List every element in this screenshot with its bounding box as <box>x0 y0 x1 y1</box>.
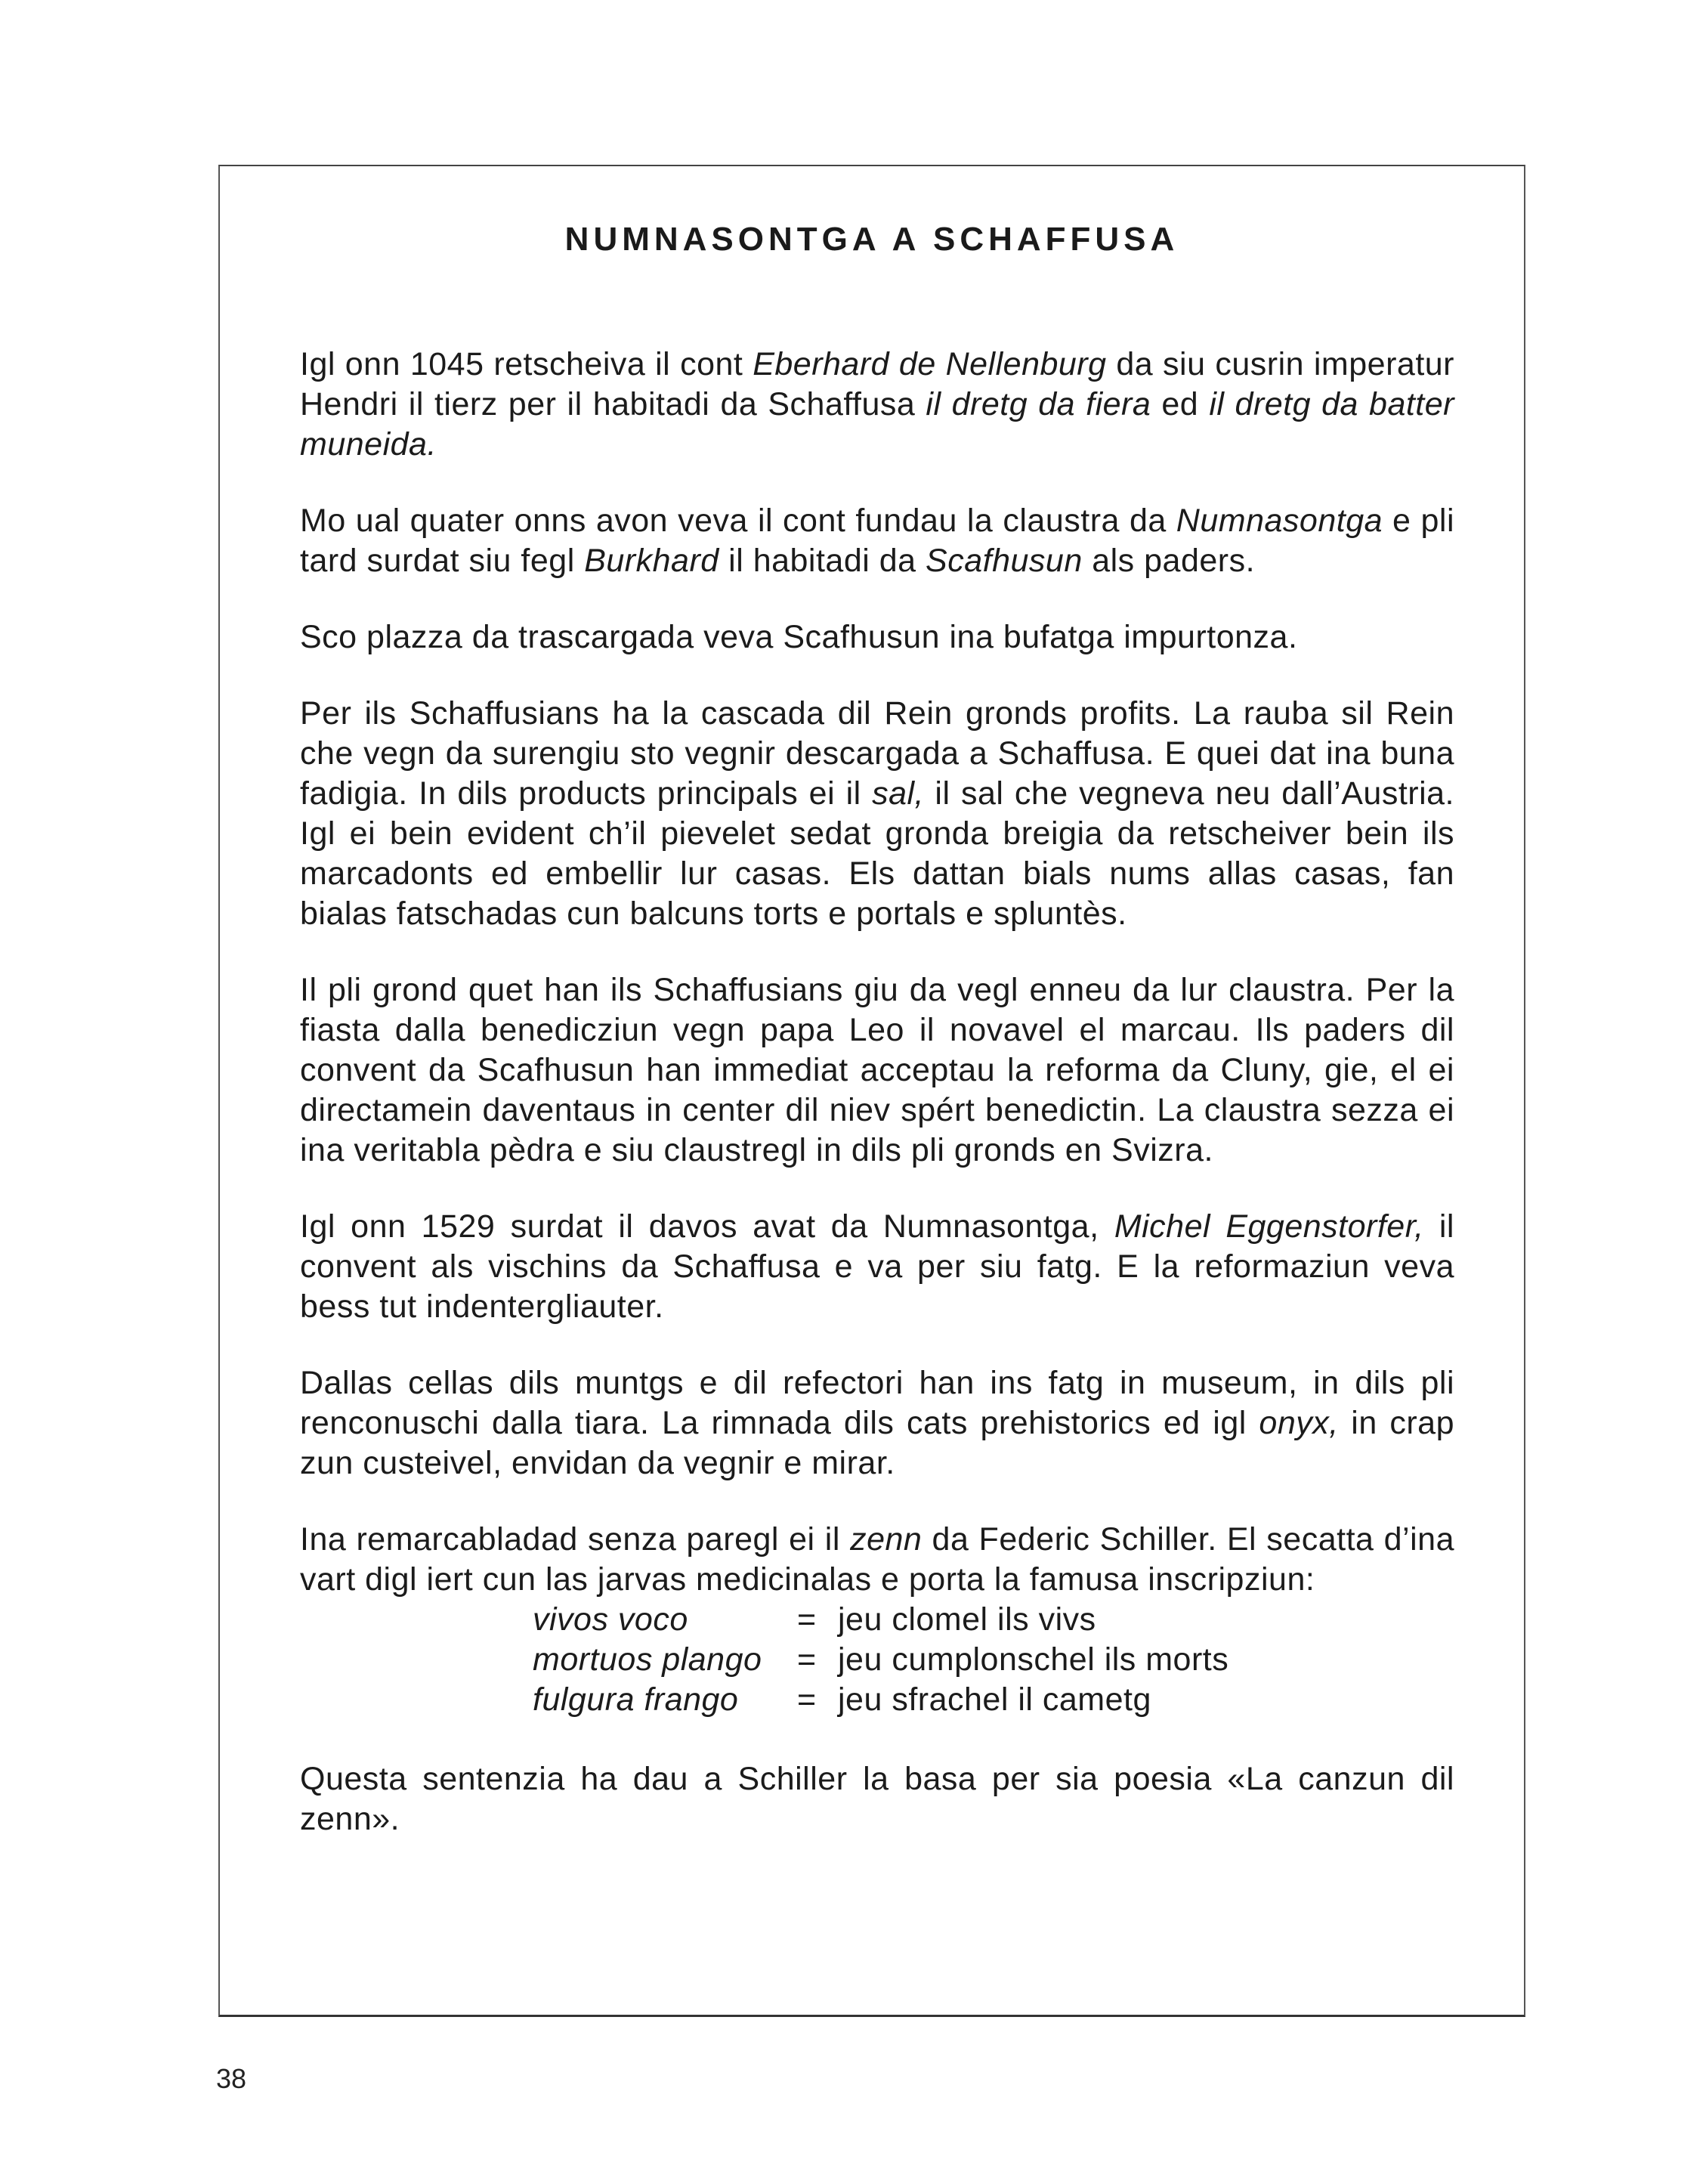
emphasis: il dretg da fiera <box>926 386 1151 422</box>
translation-text: jeu sfrachel il cametg <box>838 1681 1151 1718</box>
emphasis: zenn <box>850 1521 923 1558</box>
text-run: Dallas cellas dils muntgs e dil refectori han ins fatg in museum, in dils pli renconuschi dalla tiara. La rimnada dils cats prehistorics ed igl <box>300 1365 1454 1441</box>
paragraph-6 <box>300 1207 1454 1327</box>
text-run: als paders. <box>1082 543 1256 579</box>
equals-sign: = <box>797 1641 817 1678</box>
paragraph-9: Questa sentenzia ha dau a Schiller la basa per sia poesia «La canzun dil zenn». <box>300 1761 1454 1837</box>
emphasis: Scafhusun <box>926 543 1083 579</box>
latin-text: mortuos plango <box>533 1641 762 1678</box>
article-body <box>300 345 1454 1839</box>
emphasis: il dretg da batter muneida. <box>300 386 1454 462</box>
verse-line <box>533 1680 1454 1720</box>
paragraph-1 <box>300 345 1454 465</box>
emphasis: Numnasontga <box>1176 503 1383 539</box>
text-run: Igl onn 1529 surdat il davos avat da Numnasontga, <box>300 1208 1114 1245</box>
text-run: il convent als vischins da Schaffusa e va per siu fatg. E la reformaziun veva bess tut indentergliauter. <box>300 1208 1454 1325</box>
page-title: NUMNASONTGA A SCHAFFUSA <box>564 221 1179 258</box>
paragraph-4 <box>300 694 1454 934</box>
text-frame <box>218 165 1525 2017</box>
text-run: il habitadi da <box>719 543 926 579</box>
text-run: Mo ual quater onns avon veva il cont fundau la claustra da <box>300 503 1176 539</box>
verse-line <box>533 1640 1454 1680</box>
page-number: 38 <box>216 2063 247 2094</box>
equals-sign: = <box>797 1601 817 1638</box>
emphasis: Burkhard <box>584 543 719 579</box>
paragraph-2 <box>300 501 1454 581</box>
text-run: ed <box>1151 386 1210 422</box>
text-run: il sal che vegneva neu dall’Austria. Igl ei bein evident ch’il pievelet sedat gronda breigia da retscheiver bein ils marcadonts ed embellir lur casas. Els dattan bials nums allas casas, fan bialas fatschadas cun balcuns torts e portals e spluntès. <box>300 775 1454 932</box>
emphasis: onyx, <box>1259 1405 1339 1441</box>
text-run: Ina remarcabladad senza paregl ei il <box>300 1521 851 1558</box>
latin-text: vivos voco <box>533 1601 688 1638</box>
text-run: Igl onn 1045 retscheiva il cont <box>300 346 753 382</box>
inscription-verses <box>300 1600 1454 1720</box>
text-run: e pli tard surdat siu fegl <box>300 503 1454 579</box>
text-run: Per ils Schaffusians ha la cascada dil Rein gronds profits. La rauba sil Rein che vegn da surengiu sto vegnir descargada a Schaffusa. E quei dat ina buna fadigia. In dils products principals ei il <box>300 695 1454 812</box>
text-run: in crap zun custeivel, envidan da vegnir e mirar. <box>300 1405 1454 1481</box>
emphasis: Michel Eggenstorfer, <box>1114 1208 1424 1245</box>
latin-text: fulgura frango <box>533 1681 739 1718</box>
translation-text: jeu cumplonschel ils morts <box>838 1641 1229 1678</box>
emphasis: Eberhard de Nellenburg <box>753 346 1107 382</box>
equals-sign: = <box>797 1681 817 1718</box>
paragraph-8 <box>300 1520 1454 1600</box>
text-run: da siu cusrin imperatur Hendri il tierz per il habitadi da Schaffusa <box>300 346 1454 422</box>
paragraph-3: Sco plazza da trascargada veva Scafhusun ina bufatga impurtonza. <box>300 619 1298 655</box>
text-run: da Federic Schiller. El secatta d’ina vart digl iert cun las jarvas medicinalas e porta la famusa inscripziun: <box>300 1521 1454 1598</box>
emphasis: sal, <box>872 775 925 812</box>
paragraph-5: Il pli grond quet han ils Schaffusians giu da vegl enneu da lur claustra. Per la fiasta dalla benedicziun vegn papa Leo il novavel el marcau. Ils paders dil convent da Scafhusun han immediat acceptau la reforma da Cluny, gie, el ei directamein daventaus in center dil niev spért benedictin. La claustra sezza ei ina veritabla pèdra e siu claustregl in dils pli gronds en Svizra. <box>300 972 1454 1168</box>
translation-text: jeu clomel ils vivs <box>838 1601 1096 1638</box>
paragraph-7 <box>300 1363 1454 1483</box>
verse-line <box>533 1600 1454 1640</box>
